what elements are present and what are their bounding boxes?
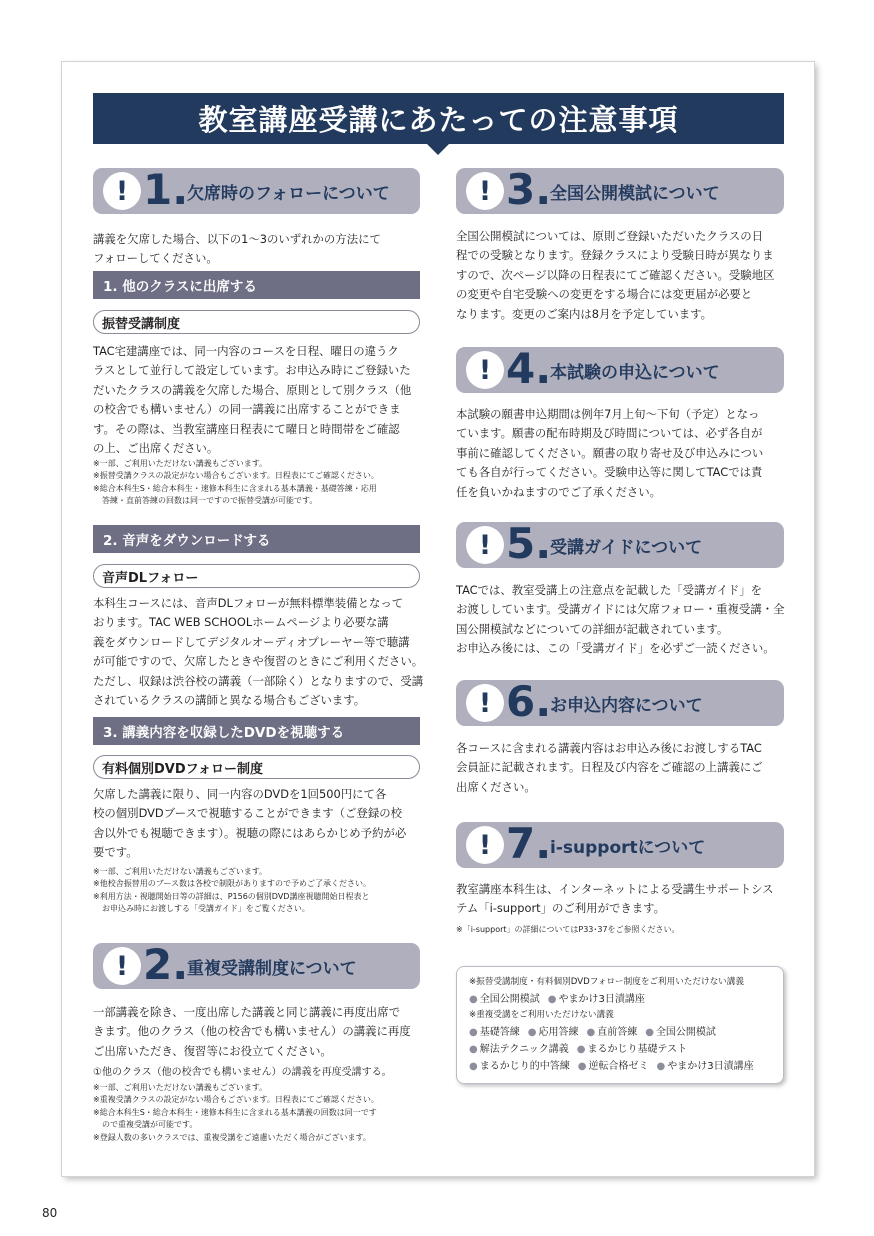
box-row-3: ● 解法テクニック講義● まるかじり基礎テスト	[469, 1042, 783, 1057]
exclamation-icon: !	[103, 947, 141, 985]
subsection-pill-2: 音声DLフォロー	[93, 564, 420, 588]
section-3-header	[456, 165, 784, 214]
section-number: 7.	[506, 819, 552, 868]
exclamation-icon: !	[466, 684, 504, 722]
box-heading-2: ※重複受講をご利用いただけない講義	[469, 1010, 614, 1020]
subsection-bar-1: 1. 他のクラスに出席する	[93, 271, 420, 299]
section-title: 本試験の申込について	[550, 362, 720, 383]
exclamation-icon: !	[466, 526, 504, 564]
section-title: お申込内容について	[550, 695, 703, 716]
subsection-2-text: 本科生コースには、音声DLフォローが無料標準装備となって おります。TAC WEB SCHOOLホームページより必要な講 義をダウンロードしてデジタルオーディオプレーヤー等で聴講 が可能ですので、欠席したときや復習のときにご利用ください。 ただし、収録は渋谷校の講義（一部除く）となりますので、受講 されているクラスの講師と異なる場合もございます。	[93, 596, 424, 708]
section-7-text: 教室講座本科生は、インターネットによる受講生サポートシス テム「i-support」のご利用ができます。	[456, 882, 774, 916]
page-number: 80	[42, 1206, 58, 1220]
subsection-3-text: 欠席した講義に限り、同一内容のDVDを1回500円にて各 校の個別DVDブースで視聴することができます（ご登録の校 舎以外でも視聴できます）。視聴の際にはあらかじめ予約が必 要です。	[93, 787, 407, 860]
exclamation-icon: !	[466, 826, 504, 864]
section-1-intro: 講義を欠席した場合、以下の1〜3のいずれかの方法にて フォローしてください。	[93, 232, 381, 266]
section-3-text: 全国公開模試については、原則ご登録いただいたクラスの日 程での受験となります。登録クラスにより受験日時が異なりま すので、次ページ以降の日程表にてご確認ください。受験地区 の変更や自宅受験への変更をする場合には変更届が必要と なります。変更のご案内は8月を予定しています。	[456, 229, 775, 321]
subsection-1-text: TAC宅建講座では、同一内容のコースを日程、曜日の違うク ラスとして並行して設定しています。お申込み時にご登録いた だいたクラスの講義を欠席した場合、原則として別クラス（他 の校舎でも構いません）の同一講義に出席することができま す。その際は、当教室講座日程表にて曜日と時間帯をご確認 の上、ご出席ください。	[93, 344, 412, 456]
section-title: 重複受講制度について	[187, 958, 357, 979]
section-number: 3.	[506, 165, 552, 214]
section-title: 全国公開模試について	[550, 183, 720, 204]
box-row-4: ● まるかじり的中答練● 逆転合格ゼミ● やまかけ3日漬講座	[469, 1059, 783, 1074]
section-2-header	[93, 940, 420, 989]
subsection-pill-1: 振替受講制度	[93, 310, 420, 334]
section-6-text: 各コースに含まれる講義内容はお申込み後にお渡しするTAC 会員証に記載されます。日程及び内容をご確認の上講義にご 出席ください。	[456, 741, 763, 794]
page-title: 教室講座受講にあたっての注意事項	[93, 93, 784, 144]
section-number: 4.	[506, 344, 552, 393]
section-title: 受講ガイドについて	[550, 537, 703, 558]
section-6-header	[456, 677, 784, 726]
section-5-header	[456, 519, 784, 568]
section-title: 欠席時のフォローについて	[187, 183, 390, 204]
section-1-header	[93, 165, 420, 214]
section-number: 6.	[506, 677, 552, 726]
box-heading-1: ※振替受講制度・有料個別DVDフォロー制度をご利用いただけない講義	[469, 977, 744, 987]
subsection-3-notes: ※一部、ご利用いただけない講義もございます。 ※他校舎振替用のブース数は各校で制限がありますので予めご了承ください。 ※利用方法・視聴開始日等の詳細は、P156の個別DVD講座視聴開始日程表と お申込み時にお渡しする「受講ガイド」をご覧ください。	[93, 867, 372, 914]
exclamation-icon: !	[103, 172, 141, 210]
subsection-pill-3: 有料個別DVDフォロー制度	[93, 755, 420, 779]
section-2-text: 一部講義を除き、一度出席した講義と同じ講義に再度出席で きます。他のクラス（他の校舎でも構いません）の講義に再度 ご出席いただき、復習等にお役立てください。	[93, 1005, 411, 1058]
section-number: 5.	[506, 519, 552, 568]
exclamation-icon: !	[466, 351, 504, 389]
section-7-note: ※「i-support」の詳細についてはP33･37をご参照ください。	[456, 925, 680, 934]
section-number: 1.	[143, 165, 189, 214]
section-number: 2.	[143, 940, 189, 989]
box-row-1: ● 全国公開模試● やまかけ3日漬講座	[469, 992, 783, 1007]
section-4-text: 本試験の願書申込期間は例年7月上旬〜下旬（予定）となっ ています。願書の配布時期及び時間については、必ず各自が 事前に確認してください。願書の取り寄せ及び申込みについ ても各自が行ってください。受験申込等に関してTACでは責 任を負いかねますのでご了承ください。	[456, 407, 764, 499]
exclamation-icon: !	[466, 172, 504, 210]
box-row-2: ● 基礎答練● 応用答練● 直前答練● 全国公開模試	[469, 1025, 783, 1040]
subsection-bar-3: 3. 講義内容を収録したDVDを視聴する	[93, 717, 420, 745]
banner-pointer	[426, 143, 450, 155]
subsection-1-notes: ※一部、ご利用いただけない講義もございます。 ※振替受講クラスの設定がない場合もございます。日程表にてご確認ください。 ※総合本科生S・総合本科生・速修本科生に含まれる基本講義・基礎答練・応用 答練・直前答練の回数は同一ですので振替受講が可能です。	[93, 459, 379, 506]
section-5-text: TACでは、教室受講上の注意点を記載した「受講ガイド」を お渡ししています。受講ガイドには欠席フォロー・重複受講・全 国公開模試などについての詳細が記載されています。 お申込み後には、この「受講ガイド」を必ずご一読ください。	[456, 583, 785, 656]
section-title: i-supportについて	[550, 837, 706, 858]
excluded-lectures-box	[456, 966, 784, 1084]
section-7-header	[456, 819, 784, 868]
section-4-header	[456, 344, 784, 393]
section-2-item: ①他のクラス（他の校舎でも構いません）の講義を再度受講する。	[93, 1067, 392, 1078]
section-2-notes: ※一部、ご利用いただけない講義もございます。 ※重複受講クラスの設定がない場合もございます。日程表にてご確認ください。 ※総合本科生S・総合本科生・速修本科生に含まれる基本講義の回数は同一です ので重複受講が可能です。 ※登録人数の多いクラスでは、重複受講をご遠慮いただく場合がございます。	[93, 1083, 379, 1142]
subsection-bar-2: 2. 音声をダウンロードする	[93, 525, 420, 553]
